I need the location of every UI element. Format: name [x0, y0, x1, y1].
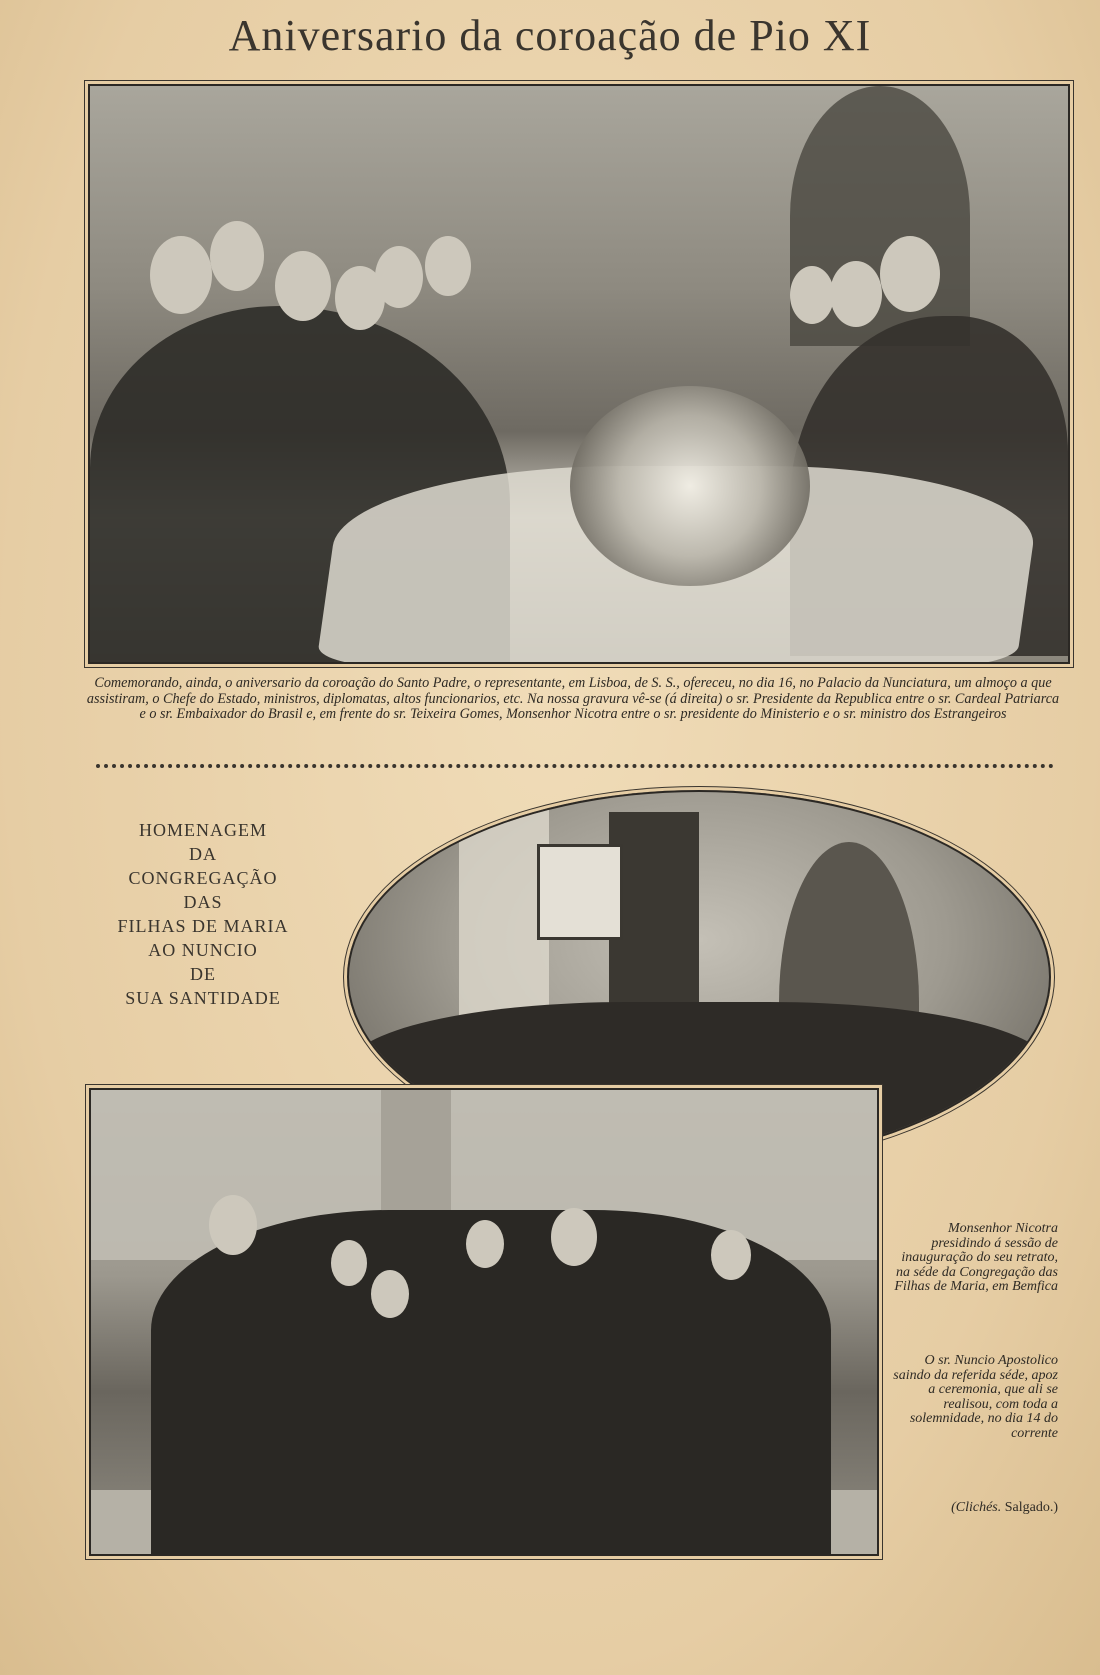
headline-line: SUA SANTIDADE	[125, 988, 281, 1008]
page-title: Aniversario da coroação de Pio XI	[228, 11, 872, 60]
headline-line: HOMENAGEM	[139, 820, 267, 840]
headline-line: AO NUNCIO	[148, 940, 258, 960]
nuncio-departure-photo	[89, 1088, 879, 1556]
photo-credit	[890, 1500, 1058, 1516]
banquet-photo	[88, 84, 1070, 664]
headline-line: DAS	[183, 892, 223, 912]
oval-photo-caption: Monsenhor Nicotra presidindo á sessão de inauguração do seu retrato, na séde da Congregação das Filhas de Maria, em Bemfica	[894, 1221, 1058, 1294]
photo-flowers	[570, 386, 810, 586]
headline-line: DA	[189, 844, 217, 864]
banquet-caption: Comemorando, ainda, o aniversario da coroação do Santo Padre, o representante, em Lisboa, de S. S., ofereceu, no dia 16, no Palacio da Nunciatura, um almoço a que assistiram, o Chefe do Estado, ministros, diplomatas, altos funcionarios, etc. Na nossa gravura vê-se (á direita) o sr. Presidente da Republica entre o sr. Cardeal Patriarca e o sr. Embaixador do Brasil e, em frente do sr. Teixeira Gomes, Monsenhor Nicotra entre o sr. presidente do Ministerio e o sr. ministro dos Estrangeiros	[86, 675, 1060, 722]
headline-line: CONGREGAÇÃO	[128, 868, 278, 888]
photo-portrait-frame	[537, 844, 623, 940]
credit-name: Salgado.)	[1004, 1500, 1058, 1515]
headline-line: DE	[190, 964, 216, 984]
section-divider	[96, 764, 1054, 768]
credit-prefix: (Clichés.	[951, 1500, 1002, 1515]
photo-curtain	[459, 802, 549, 1022]
headline-line: FILHAS DE MARIA	[117, 916, 289, 936]
section-headline	[98, 818, 308, 1010]
bottom-photo-caption: O sr. Nuncio Apostolico saindo da referida séde, apoz a ceremonia, que ali se realisou, com toda a solemnidade, no dia 14 do corrente	[893, 1353, 1058, 1441]
